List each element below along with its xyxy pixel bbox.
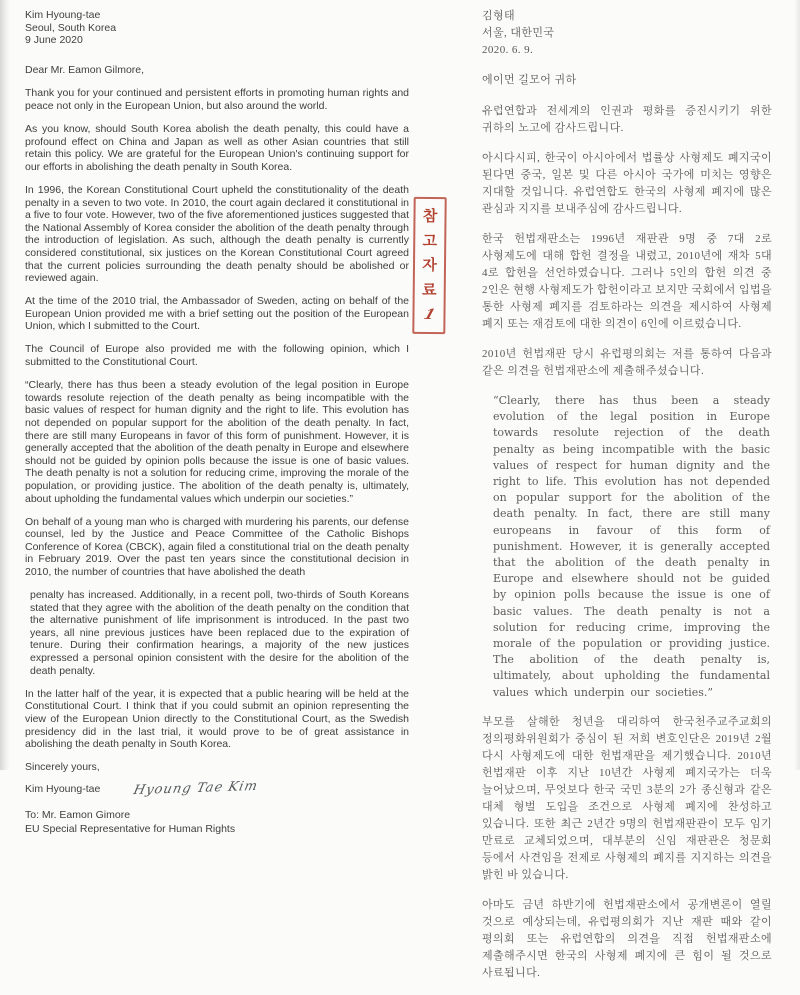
salutation: Dear Mr. Eamon Gilmore, (25, 63, 145, 76)
recipient-block (25, 809, 409, 836)
signer-name: Kim Hyoung-tae (25, 782, 101, 795)
stamp-char: 고 (422, 231, 438, 250)
stamp-char: 자 (422, 256, 437, 275)
handwritten-signature: Hyoung Tae Kim (132, 778, 260, 798)
letter-paragraph: penalty has increased. Additionally, in a recent poll, two-thirds of South Koreans stated that they agree with the abolition of the death penalty on the condition that the alternative punishment of life imprisonment is introduced. In the past two years, all nine previous justices have been replaced due to the expiration of tenure. During their confirmation hearings, a majority of the new justices expressed a personal opinion consistent with the desire for the abolition of the death penalty. (30, 589, 409, 677)
closing-phrase: Sincerely yours, (25, 761, 100, 774)
quoted-opinion-paragraph-en: “Clearly, there has thus been a steady evolution of the legal position in Europe towards resolute rejection of the death penalty as being incompatible with the basic values of respect for human dignity and the right to life. This evolution has not depended on popular support for the abolition of the death penalty. In fact, there are still many europeans in favour of this form of punishment. However, it is generally accepted that the abolition of the death penalty in Europe and elsewhere should not be guided by opinion polls because the issue is one of basic values. The death penalty is not a solution for reducing crime, improving the morale of the population or providing justice. The abolition of the death penalty is, ultimately, about upholding the fundamental values which underpin our societies.” (493, 394, 770, 699)
korean-letter (482, 8, 772, 995)
sender-address-block-kr (482, 8, 772, 59)
reference-stamp (412, 197, 446, 334)
letter-paragraph-kr: 2010년 헌법재판 당시 유럽평의회는 저를 통하여 다음과 같은 의견을 헌법재판소에 제출해주셨습니다. (482, 348, 772, 377)
letter-paragraph-kr: 아마도 금년 하반기에 헌법재판소에서 공개변론이 열릴 것으로 예상되는데, 유럽평의회가 지난 재판 때와 같이 평의회 또는 유럽연합의 의견을 직접 헌법재판소에 제출해주시면 한국의 사형제 폐지에 큰 힘이 될 것으로 사료됩니다. (482, 898, 772, 979)
stamp-char: 참 (422, 206, 438, 225)
scan-edge-shadow-right (794, 0, 800, 770)
stamp-number: 1 (421, 307, 437, 324)
letter-paragraph-kr: 한국 헌법재판소는 1996년 재판관 9명 중 7대 2로 사형제도에 대해 합헌 결정을 내렸고, 2010년에 재차 5대 4로 합헌을 선언하였습니다. 그러나 5인의 합헌 의견 중 2인은 현행 사형제도가 합헌이라고 보지만 국회에서 입법을 통한 사형제 폐지를 검토하라는 의견을 제시하여 사형제 폐지 또는 재검토에 대한 의견이 6인에 이르렀습니다. (482, 233, 772, 330)
sender-name: Kim Hyoung-tae (25, 9, 101, 21)
recipient-name: To: Mr. Eamon Gimore (25, 809, 131, 822)
letter-paragraph: Thank you for your continued and persistent efforts in promoting human rights and peace not only in the European Union, but also around the world. (25, 87, 409, 112)
letter-paragraph-kr: 유럽연합과 전세계의 인권과 평화를 증진시키기 위한 귀하의 노고에 감사드립니다. (482, 105, 772, 134)
letter-paragraph: On behalf of a young man who is charged with murdering his parents, our defense counsel, led by the Justice and Peace Committee of the Catholic Bishops Conference of Korea (CBCK), again filed a constitutional trial on the death penalty in February 2019. Over the past ten years since the constitutional decision in 2010, the number of countries that have abolished the death (25, 515, 409, 578)
sender-name-kr: 김형태 (482, 10, 516, 22)
stamp-char: 료 (421, 281, 437, 300)
letter-paragraph: In the latter half of the year, it is expected that a public hearing will be held at the Constitutional Court. I think that if you could submit an opinion representing the view of the European Union directly to the Constitutional Court, as the Swedish presidency did in the last trial, it would prove to be of great assistance in abolishing the death penalty in South Korea. (25, 687, 409, 751)
letter-paragraph: In 1996, the Korean Constitutional Court upheld the constitutionality of the death penalty in a seven to two vote. In 2010, the court again declared it constitutional in a five to four vote. However, two of the five aforementioned justices suggested that the National Assembly of Korea consider the abolition of the death penalty through the introduction of legislation. As such, although the death penalty is currently considered constitutional, six justices on the Korean Constitutional Court agreed that the current policies surrounding the death penalty should be abolished or reviewed again. (25, 183, 409, 285)
sender-city: Seoul, South Korea (25, 21, 117, 34)
letter-paragraph-kr: 부모를 살해한 청년을 대리하여 한국천주교주교회의 정의평화위원회가 중심이 된 저희 변호인단은 2019년 2월 다시 사형제도에 대한 헌법재판을 제기했습니다. 2010년 헌법재판 이후 지난 10년간 사형제 폐지국가는 더욱 늘어났으며, 무엇보다 한국 국민 3분의 2가 종신형과 같은 대체 형벌 도입을 조건으로 사형제 폐지에 찬성하고 있습니다. 또한 최근 2년간 9명의 헌법재판관이 모두 임기 만료로 교체되었으며, 대부분의 신임 재판관은 청문회 등에서 사견임을 전제로 사형제의 폐지를 지지하는 의견을 밝힌 바 있습니다. (482, 715, 772, 881)
scan-edge-shadow-left (0, 0, 10, 770)
letter-date: 9 June 2020 (25, 34, 83, 47)
letter-paragraph-kr: 아시다시피, 한국이 아시아에서 법률상 사형제도 폐지국이 된다면 중국, 일본 및 다른 아시아 국가에 미치는 영향은 지대할 것입니다. 유럽연합도 한국의 사형제 폐지에 많은 관심과 지지를 보내주심에 감사드립니다. (482, 152, 772, 215)
letter-paragraph: As you know, should South Korea abolish the death penalty, this could have a profound effect on China and Japan as well as other Asian countries that still retain this policy. We are grateful for the European Union's continuing support for our efforts in abolishing the death penalty in South Korea. (25, 123, 409, 173)
letter-date-kr: 2020. 6. 9. (482, 44, 534, 56)
recipient-title: EU Special Representative for Human Rights (25, 822, 236, 835)
quoted-opinion-paragraph: “Clearly, there has thus been a steady evolution of the legal position in Europe towards resolute rejection of the death penalty as being incompatible with the basic values of respect for human dignity and the right to life. This evolution has not depended on popular support for the abolition of the death penalty. In fact, there are still many Europeans in favor of this form of punishment. However, it is generally accepted that the abolition of the death penalty in Europe and elsewhere should not be guided by opinion polls because the issue is one of basic values. The death penalty is not a solution for reducing crime, improving the morale of the population, or providing justice. The abolition of the death penalty is, ultimately, about upholding the fundamental values which underpin our societies.” (25, 379, 409, 505)
signature-row (25, 778, 409, 798)
sender-address-block (25, 9, 409, 47)
letter-paragraph: The Council of Europe also provided me with the following opinion, which I submitted to the Constitutional Court. (25, 343, 409, 369)
salutation-kr: 에이먼 길모어 귀하 (482, 74, 577, 86)
english-letter (25, 9, 409, 836)
letter-paragraph: At the time of the 2010 trial, the Ambassador of Sweden, acting on behalf of the European Union provided me with a brief setting out the position of the European Union, which I submitted to the Court. (25, 295, 409, 333)
sender-city-kr: 서울, 대한민국 (482, 27, 555, 39)
